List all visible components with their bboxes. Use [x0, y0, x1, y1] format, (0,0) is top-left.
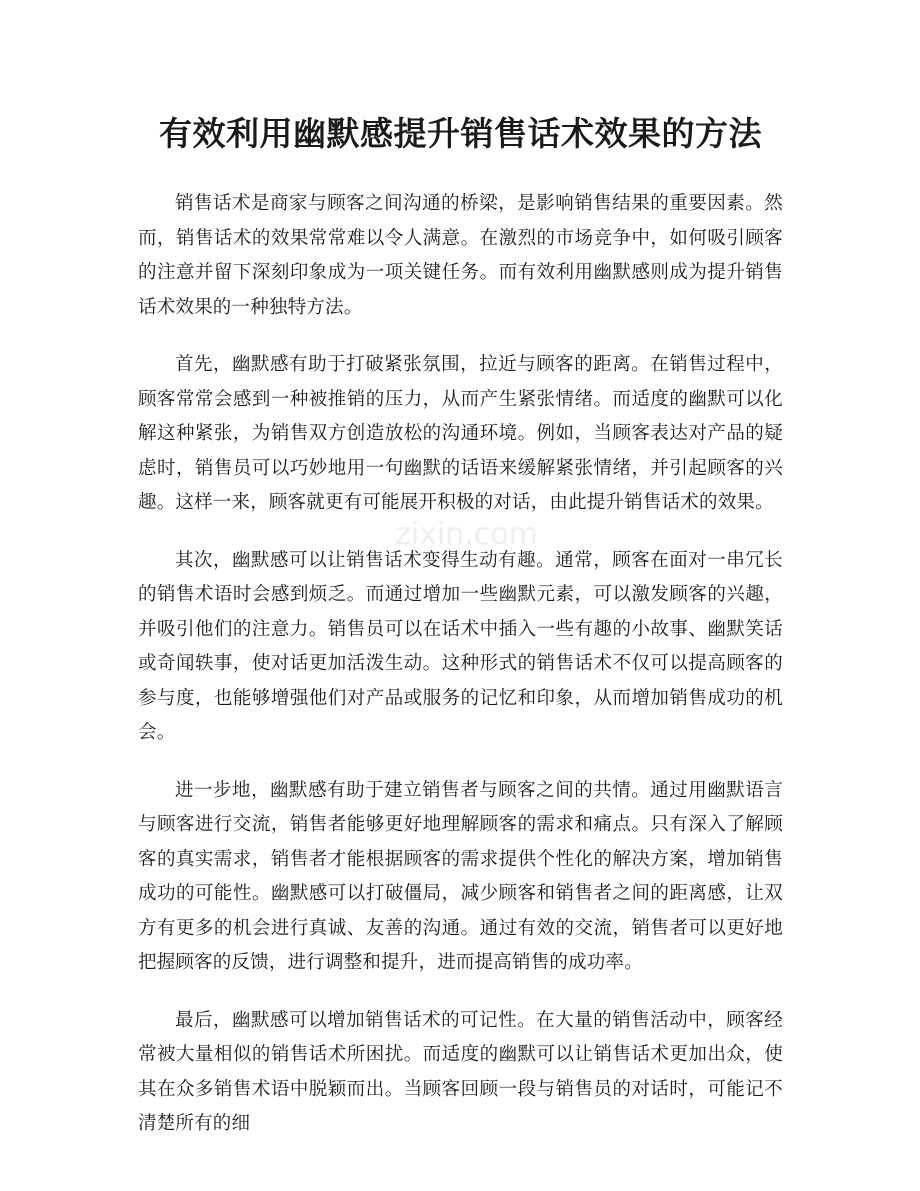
paragraph-second: 其次，幽默感可以让销售话术变得生动有趣。通常，顾客在面对一串冗长的销售术语时会感到烦乏。而通过增加一些幽默元素，可以激发顾客的兴趣，并吸引他们的注意力。销售员可以在话术中插入一些有趣的小故事、幽默笑话或奇闻轶事，使对话更加活泼生动。这种形式的销售话术不仅可以提高顾客的参与度，也能够增强他们对产品或服务的记忆和印象，从而增加销售成功的机会。: [138, 549, 783, 743]
paragraph-intro: 销售话术是商家与顾客之间沟通的桥梁，是影响销售结果的重要因素。然而，销售话术的效果常常难以令人满意。在激烈的市场竞争中，如何吸引顾客的注意并留下深刻印象成为一项关键任务。而有效利用幽默感则成为提升销售话术效果的一种独特方法。: [138, 193, 783, 318]
document-body: [138, 187, 783, 1142]
paragraph-first: 首先，幽默感有助于打破紧张氛围，拉近与顾客的距离。在销售过程中，顾客常常会感到一种被推销的压力，从而产生紧张情绪。而适度的幽默可以化解这种紧张，为销售双方创造放松的沟通环境。例如，当顾客表达对产品的疑虑时，销售员可以巧妙地用一句幽默的话语来缓解紧张情绪，并引起顾客的兴趣。这样一来，顾客就更有可能展开积极的对话，由此提升销售话术的效果。: [138, 354, 783, 513]
paragraph-last: 最后，幽默感可以增加销售话术的可记性。在大量的销售活动中，顾客经常被大量相似的销售话术所困扰。而适度的幽默可以让销售话术更加出众，使其在众多销售术语中脱颖而出。当顾客回顾一段与销售员的对话时，可能记不清楚所有的细: [138, 1009, 783, 1134]
document-title: 有效利用幽默感提升销售话术效果的方法: [159, 114, 762, 153]
paragraph-third: 进一步地，幽默感有助于建立销售者与顾客之间的共情。通过用幽默语言与顾客进行交流，销售者能够更好地理解顾客的需求和痛点。只有深入了解顾客的真实需求，销售者才能根据顾客的需求提供个性化的解决方案，增加销售成功的可能性。幽默感可以打破僵局，减少顾客和销售者之间的距离感，让双方有更多的机会进行真诚、友善的沟通。通过有效的交流，销售者可以更好地把握顾客的反馈，进行调整和提升，进而提高销售的成功率。: [138, 779, 783, 973]
watermark-text: zixin.com: [395, 517, 538, 552]
